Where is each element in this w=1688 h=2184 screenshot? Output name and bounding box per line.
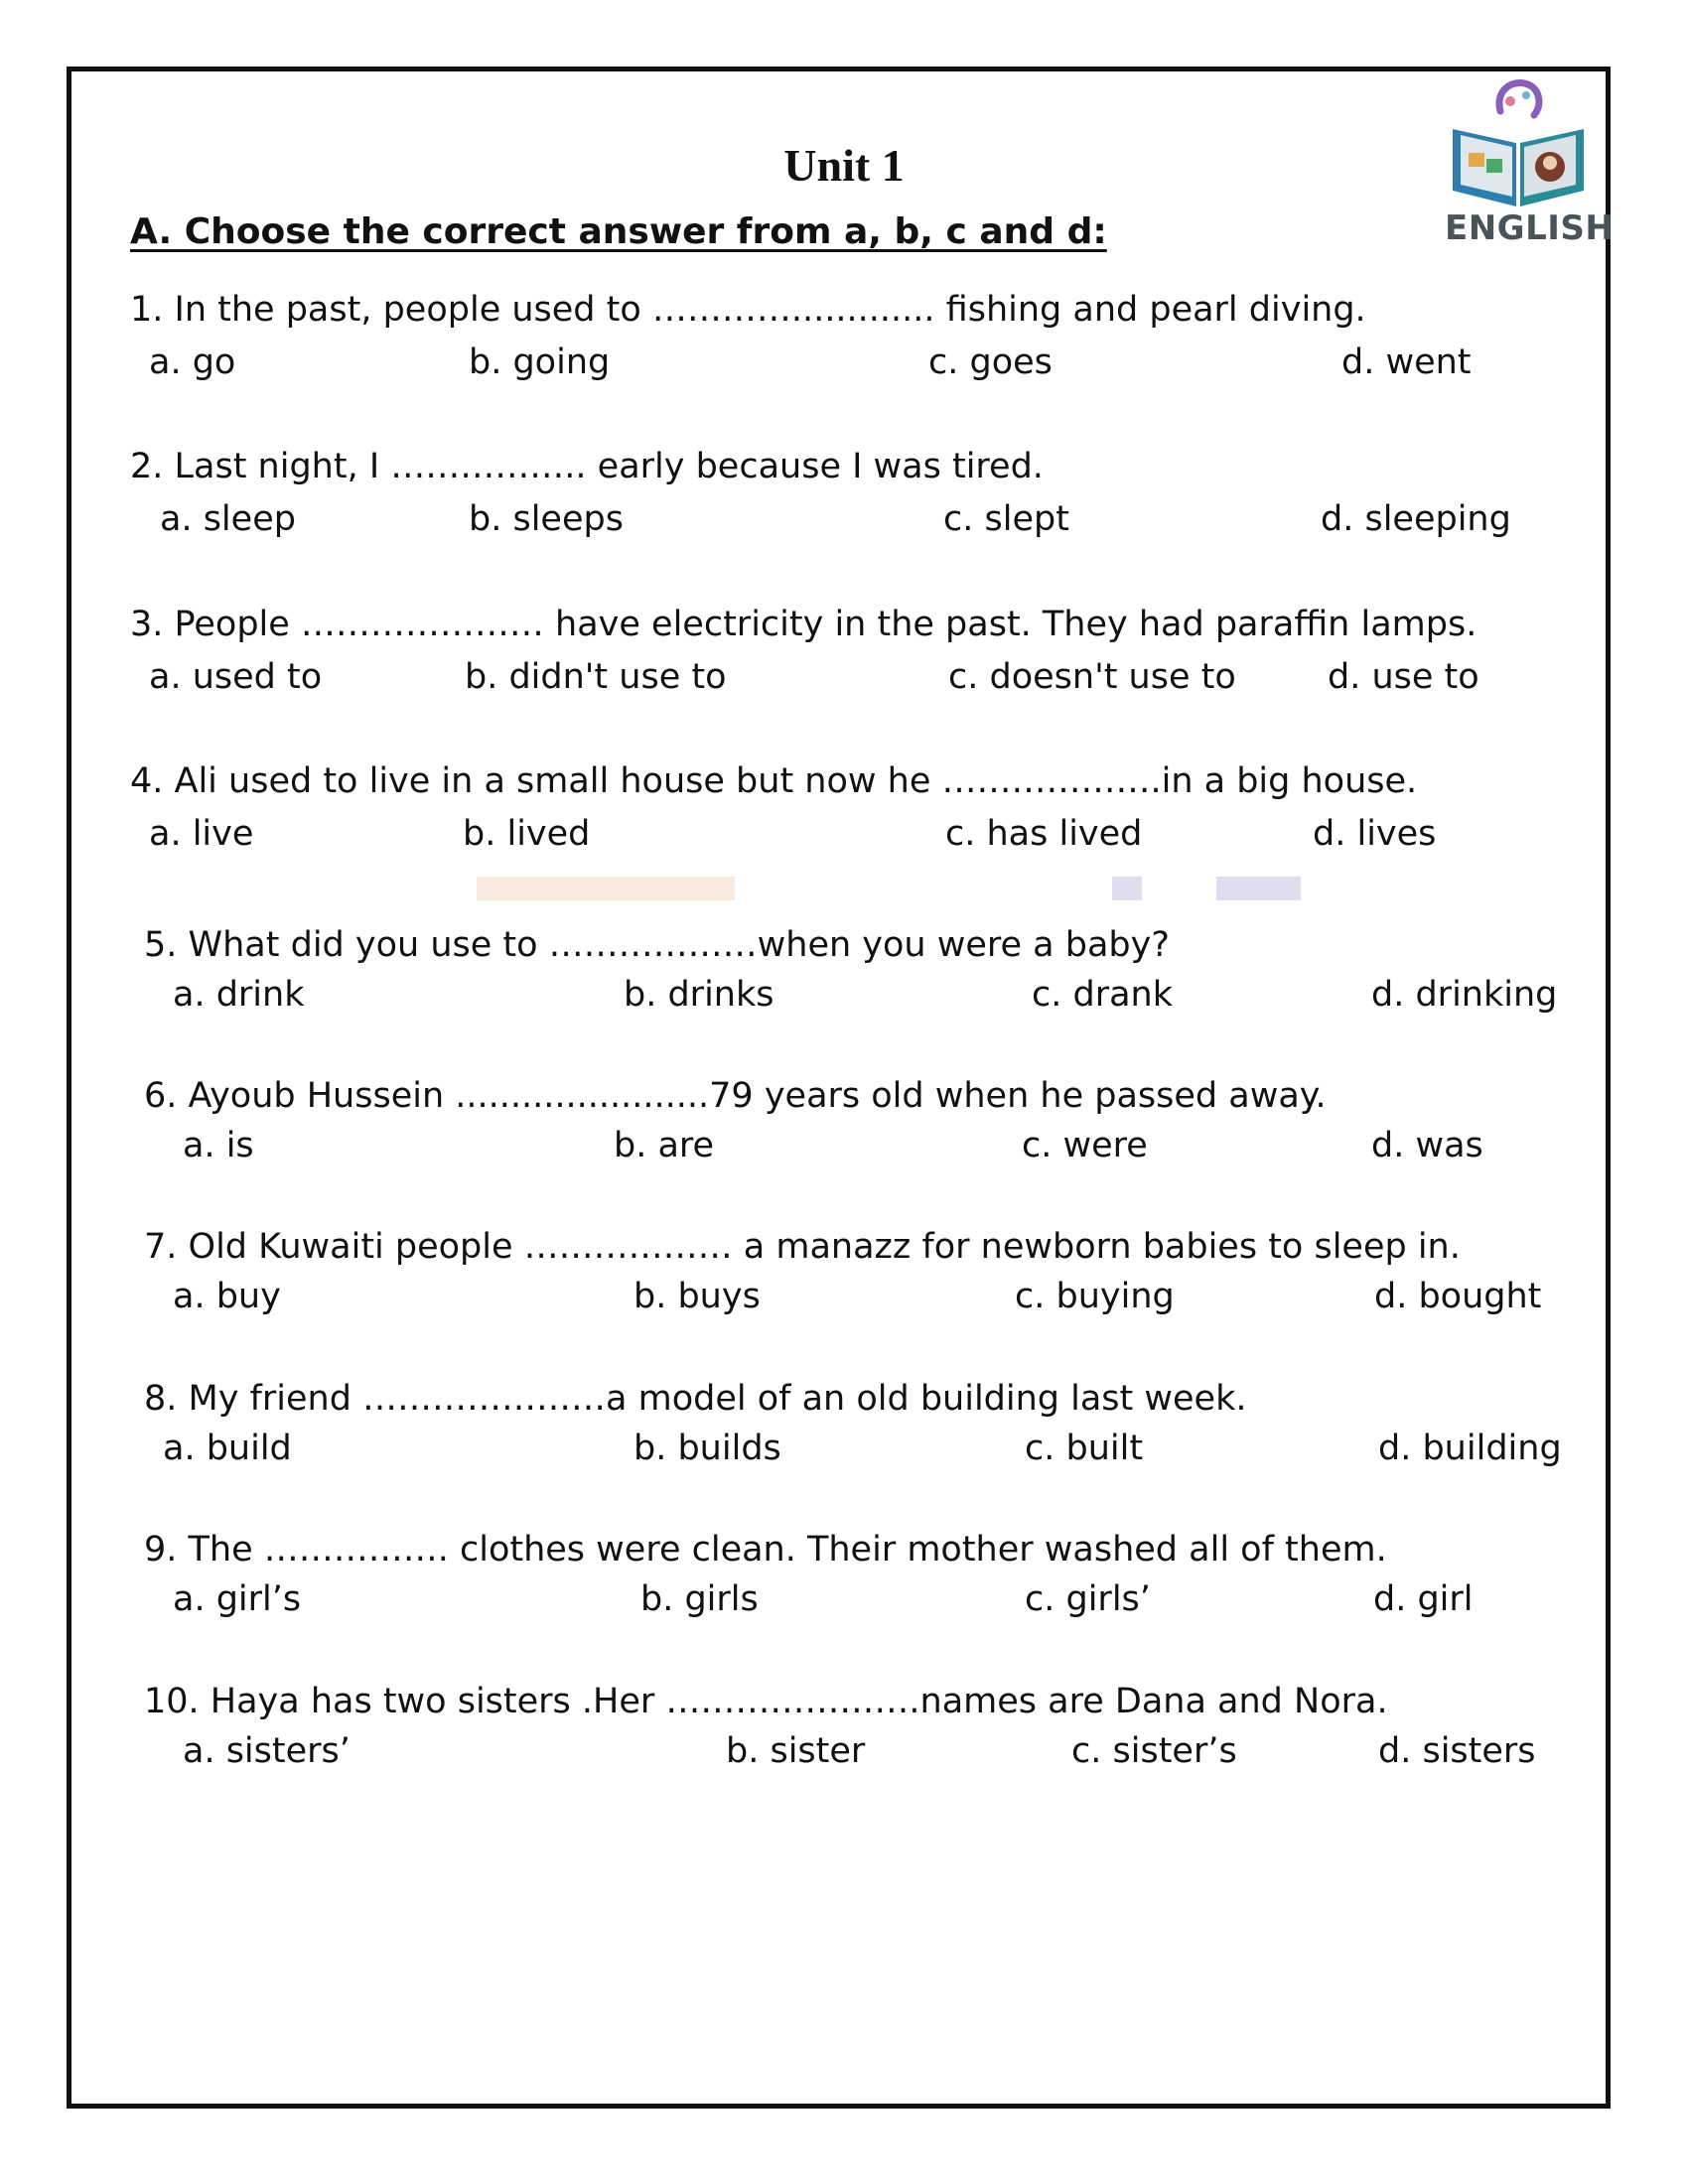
- watermark-streak: [1112, 877, 1142, 900]
- option-a[interactable]: a. sisters’: [183, 1731, 351, 1771]
- option-c[interactable]: c. were: [1022, 1126, 1148, 1165]
- option-b[interactable]: b. lived: [463, 814, 591, 854]
- option-c[interactable]: c. girls’: [1025, 1579, 1151, 1619]
- option-d[interactable]: d. sleeping: [1321, 499, 1511, 539]
- option-b[interactable]: b. going: [469, 342, 611, 382]
- question-stem: 8. My friend …………………a model of an old building last week.: [144, 1379, 1247, 1419]
- option-a[interactable]: a. sleep: [160, 499, 296, 539]
- question-8: [0, 1379, 1688, 1488]
- option-b[interactable]: b. sleeps: [469, 499, 624, 539]
- question-10: [0, 1682, 1688, 1791]
- watermark-streak: [477, 877, 735, 900]
- question-3: [0, 605, 1688, 714]
- question-stem: 10. Haya has two sisters .Her ………………….names are Dana and Nora.: [144, 1682, 1388, 1721]
- option-a[interactable]: a. is: [183, 1126, 254, 1165]
- book-logo-icon: [1445, 71, 1615, 250]
- option-a[interactable]: a. live: [149, 814, 254, 854]
- question-stem: 1. In the past, people used to …………............. fishing and pearl diving.: [130, 290, 1366, 330]
- question-1: [0, 290, 1688, 399]
- option-a[interactable]: a. girl’s: [173, 1579, 302, 1619]
- option-a[interactable]: a. buy: [173, 1277, 281, 1316]
- option-b[interactable]: b. are: [614, 1126, 715, 1165]
- question-5: [0, 925, 1688, 1034]
- option-d[interactable]: d. bought: [1374, 1277, 1542, 1316]
- question-stem: 3. People ………………… have electricity in the past. They had paraffin lamps.: [130, 605, 1477, 644]
- option-a[interactable]: a. go: [149, 342, 236, 382]
- question-stem: 9. The ……………. clothes were clean. Their mother washed all of them.: [144, 1530, 1387, 1570]
- option-c[interactable]: c. doesn't use to: [948, 657, 1236, 697]
- option-d[interactable]: d. building: [1378, 1429, 1562, 1468]
- option-c[interactable]: c. slept: [943, 499, 1069, 539]
- question-9: [0, 1530, 1688, 1639]
- page-title: Unit 1: [783, 140, 905, 191]
- option-a[interactable]: a. drink: [173, 975, 305, 1015]
- option-d[interactable]: d. lives: [1313, 814, 1437, 854]
- option-c[interactable]: c. sister’s: [1071, 1731, 1237, 1771]
- question-stem: 6. Ayoub Hussein .......................79 years old when he passed away.: [144, 1076, 1327, 1116]
- option-c[interactable]: c. has lived: [945, 814, 1143, 854]
- option-d[interactable]: d. use to: [1328, 657, 1479, 697]
- question-stem: 2. Last night, I …………….. early because I was tired.: [130, 447, 1044, 486]
- option-c[interactable]: c. drank: [1032, 975, 1173, 1015]
- option-b[interactable]: b. drinks: [624, 975, 774, 1015]
- instructions-heading: A. Choose the correct answer from a, b, c and d:: [130, 211, 1107, 252]
- question-7: [0, 1227, 1688, 1336]
- option-a[interactable]: a. build: [163, 1429, 292, 1468]
- option-b[interactable]: b. sister: [726, 1731, 866, 1771]
- option-d[interactable]: d. was: [1371, 1126, 1483, 1165]
- option-d[interactable]: d. girl: [1373, 1579, 1474, 1619]
- question-2: [0, 447, 1688, 556]
- question-stem: 5. What did you use to ………………when you were a baby?: [144, 925, 1170, 965]
- watermark-streak: [1216, 877, 1301, 900]
- question-6: [0, 1076, 1688, 1185]
- option-c[interactable]: c. goes: [928, 342, 1053, 382]
- option-d[interactable]: d. drinking: [1371, 975, 1558, 1015]
- logo-text: ENGLISH: [1445, 208, 1615, 248]
- question-4: [0, 761, 1688, 871]
- option-b[interactable]: b. builds: [633, 1429, 781, 1468]
- question-stem: 7. Old Kuwaiti people ……………… a manazz for newborn babies to sleep in.: [144, 1227, 1461, 1267]
- option-b[interactable]: b. didn't use to: [465, 657, 727, 697]
- option-d[interactable]: d. went: [1341, 342, 1472, 382]
- option-c[interactable]: c. built: [1025, 1429, 1144, 1468]
- option-b[interactable]: b. buys: [633, 1277, 761, 1316]
- option-d[interactable]: d. sisters: [1378, 1731, 1536, 1771]
- option-a[interactable]: a. used to: [149, 657, 323, 697]
- option-b[interactable]: b. girls: [640, 1579, 759, 1619]
- option-c[interactable]: c. buying: [1015, 1277, 1175, 1316]
- question-stem: 4. Ali used to live in a small house but now he ……………….in a big house.: [130, 761, 1418, 801]
